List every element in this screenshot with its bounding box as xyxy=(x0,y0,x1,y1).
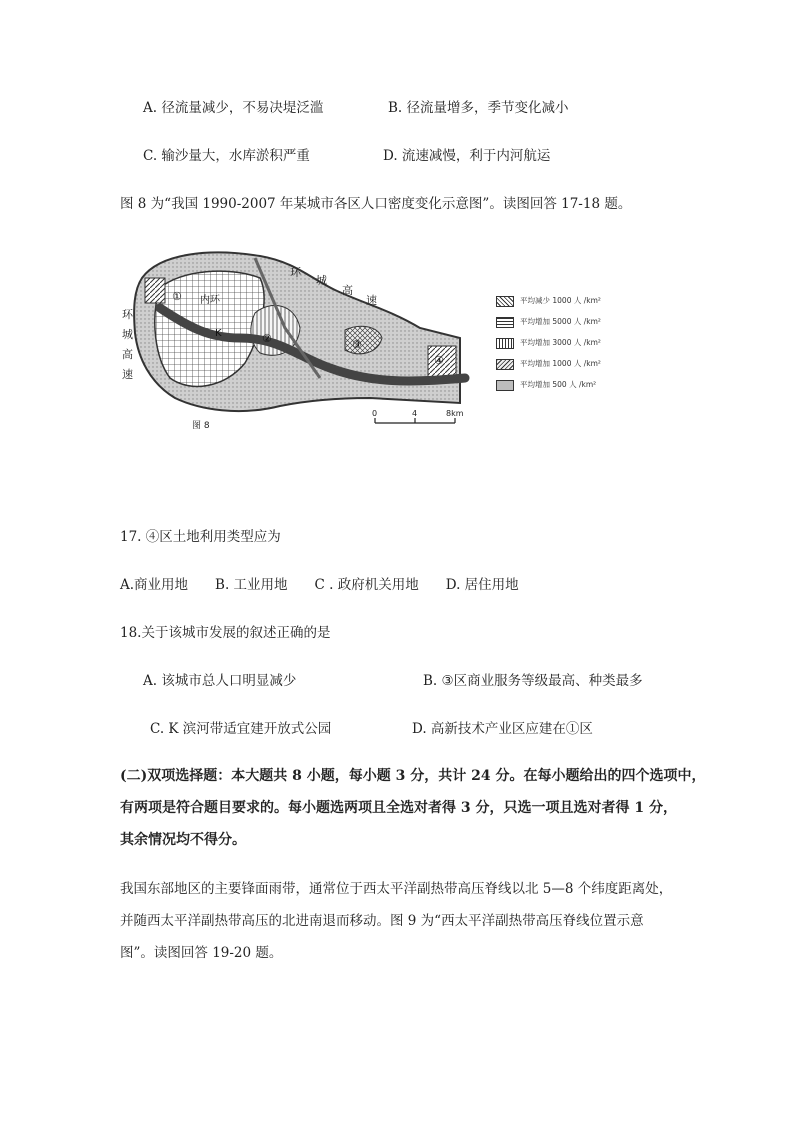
legend-label-3: 平均增加 3000 人 /km² xyxy=(520,338,601,347)
legend-item-1 xyxy=(496,295,601,307)
scale-4: 4 xyxy=(412,409,418,418)
q16-option-c: C. 输沙量大，水库淤积严重 xyxy=(143,148,310,164)
legend-label-1: 平均减少 1000 人 /km² xyxy=(520,296,601,305)
zone-3-label: ③ xyxy=(352,338,362,351)
ring-road-label-2: 城 xyxy=(316,274,327,287)
scale-bar xyxy=(375,418,455,423)
zone-4-label: ④ xyxy=(434,354,444,367)
scale-0: 0 xyxy=(372,409,378,418)
ring-road-label-3: 高 xyxy=(342,284,353,297)
q17-options: A.商业用地 B. 工业用地 C . 政府机关用地 D. 居住用地 xyxy=(120,577,519,593)
section2-line-3: 其余情况均不得分。 xyxy=(120,832,246,848)
q16-option-d: D. 流速减慢，利于内河航运 xyxy=(383,148,551,164)
passage-line-1: 我国东部地区的主要锋面雨带，通常位于西太平洋副热带高压脊线以北 5—8 个纬度距离处， xyxy=(120,881,673,897)
legend-item-3 xyxy=(496,337,601,349)
ring-road-left-2: 城 xyxy=(122,328,133,341)
legend-item-2 xyxy=(496,316,601,328)
q18-stem: 18.关于该城市发展的叙述正确的是 xyxy=(120,625,331,641)
ring-road-left-4: 速 xyxy=(122,368,133,381)
figure-8-map xyxy=(120,238,640,442)
fig8-intro: 图 8 为“我国 1990-2007 年某城市各区人口密度变化示意图”。读图回答 17-18 题。 xyxy=(120,196,632,212)
figure-caption: 图 8 xyxy=(192,421,210,431)
ring-road-label-1: 环 xyxy=(290,266,301,279)
q18-option-a: A. 该城市总人口明显减少 xyxy=(143,673,297,689)
passage-line-3: 图”。读图回答 19-20 题。 xyxy=(120,945,283,961)
legend-label-4: 平均增加 1000 人 /km² xyxy=(520,359,601,368)
legend-label-2: 平均增加 5000 人 /km² xyxy=(520,317,601,326)
ring-road-left-3: 高 xyxy=(122,348,133,361)
zone-1-area xyxy=(145,278,165,303)
q18-option-c: C. K 滨河带适宜建开放式公园 xyxy=(150,721,332,737)
legend-item-5 xyxy=(496,379,596,391)
legend-swatch-5 xyxy=(496,380,514,391)
scale-8km: 8km xyxy=(446,409,464,418)
section2-line-1: (二)双项选择题：本大题共 8 小题，每小题 3 分，共计 24 分。在每小题给出的四个选项中， xyxy=(120,768,706,784)
zone-1-label: ① xyxy=(172,290,182,303)
passage-line-2: 并随西太平洋副热带高压的北进南退而移动。图 9 为“西太平洋副热带高压脊线位置示意 xyxy=(120,913,644,929)
q16-option-a: A. 径流量减少，不易决堤泛滥 xyxy=(143,100,324,116)
legend-item-4 xyxy=(496,358,601,370)
q18-option-d: D. 高新技术产业区应建在①区 xyxy=(412,721,593,737)
q16-option-b: B. 径流量增多，季节变化减小 xyxy=(388,100,569,116)
ring-road-left-1: 环 xyxy=(122,308,133,321)
k-label: K xyxy=(215,328,222,339)
q17-stem: 17. ④区土地利用类型应为 xyxy=(120,529,281,545)
legend-label-5: 平均增加 500 人 /km² xyxy=(520,380,597,389)
legend-swatch-4 xyxy=(496,359,514,370)
legend-swatch-2 xyxy=(496,317,514,328)
ring-road-label-4: 速 xyxy=(366,294,377,307)
legend-swatch-3 xyxy=(496,338,514,349)
q18-option-b: B. ③区商业服务等级最高、种类最多 xyxy=(423,673,643,689)
legend-swatch-1 xyxy=(496,296,514,307)
zone-2-label: ② xyxy=(262,332,272,345)
inner-ring-label: 内环 xyxy=(200,295,220,306)
section2-line-2: 有两项是符合题目要求的。每小题选两项且全选对者得 3 分，只选一项且选对者得 1 分， xyxy=(120,800,677,816)
